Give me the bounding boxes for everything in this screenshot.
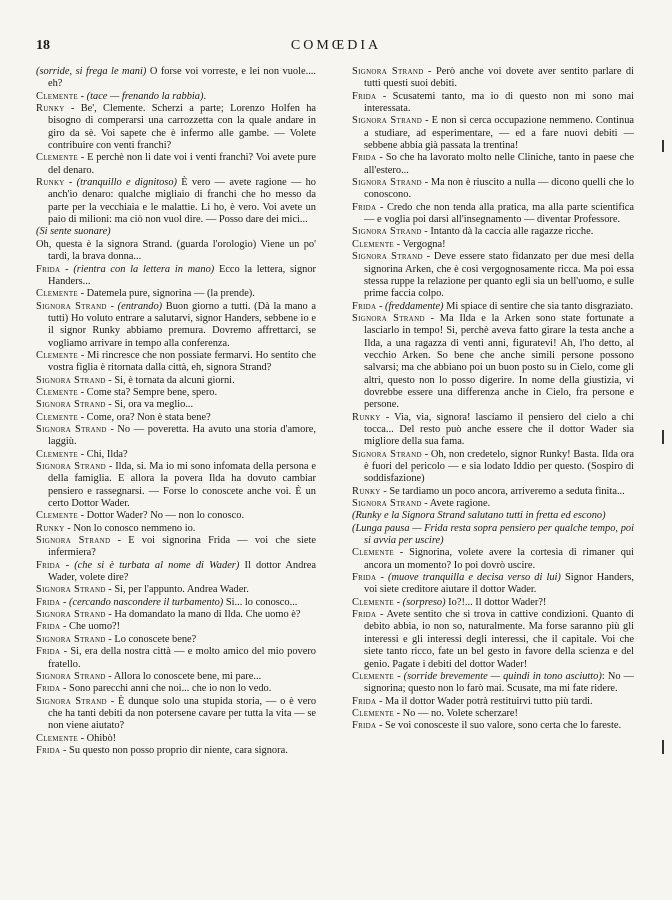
dialogue-line [36,91,316,103]
speaker-dash: - [380,411,395,423]
dialogue-text: Oh, non credetelo, signor Runky! Basta. Ilda ora è fuori del pericolo — e sia lodato Iddio per questo. (Sospiro di soddisfazione) [364,448,634,485]
dialogue-line [36,412,316,424]
speaker: Signora Strand [36,374,106,386]
dialogue-line [36,449,316,461]
speaker-dash: - [376,609,387,621]
speaker: Clemente [352,238,394,250]
speaker-dash: - [78,349,88,361]
speaker: Clemente [36,288,78,300]
dialogue-text: Be', Clemente. Scherzi a parte; Lorenzo Holfen ha bisogno di comperarsi una carrozzetta con la quale andare in giro da sè. Voi sapete che è infermo alle gambe. — Volete contribuire con venti franchi? [48,103,316,152]
stage-direction: (sorpreso) [402,596,446,608]
dialogue-line [36,634,316,646]
speaker-dash: - [376,720,386,732]
dialogue-text: Ecco la lettera, signor Handers... [48,263,316,287]
stage-direction: (tace — frenando la rabbia) [86,90,204,102]
dialogue-text: Avete ragione. [429,498,491,510]
speaker: Clemente [36,411,78,423]
speaker-dash: - [422,251,434,263]
page-title: COMŒDIA [290,38,382,53]
dialogue-line [36,733,316,745]
speaker-dash: - [60,744,70,756]
stage-direction: (Lunga pausa — Frida resta sopra pensiero per qualche tempo, poi si avvia per uscire) [352,522,634,547]
speaker: Signora Strand [352,498,422,510]
dialogue-line [352,449,634,486]
page-number: 18 [36,38,50,53]
speaker-dash: - [421,177,431,189]
dialogue-text: Se voi conosceste il suo valore, sono certa che lo fareste. [385,720,622,732]
dialogue-text: Credo che non tenda alla pratica, ma alla parte scientifica — e voglia poi darsi all'insegnamento — diventar Professore. [364,201,634,226]
dialogue-text: Si, ora va meglio... [114,399,194,411]
speaker: Signora Strand [36,584,106,596]
dialogue-line [352,313,634,412]
stage-direction: (cercando nascondere il turbamento) [69,596,224,608]
dialogue-text: Come, ora? Non è stata bene? [86,411,211,423]
dialogue-line [352,720,634,732]
stage-direction: (freddamente) [385,300,444,312]
dialogue-line [352,523,634,548]
speaker: Frida [36,596,61,608]
dialogue-text: Che uomo?! [69,621,121,633]
dialogue-line [36,696,316,733]
speaker-dash: - [423,66,436,77]
dialogue-text: Buon giorno a tutti. (Dà la mano a tutti) Ho voluto entrare a salutarvi, signor Handers, sebbene io e il signor Runky abbiamo premura. Dovremo affrettarci, se vogliamo arrivare in tempo alla conferenza. [48,300,316,349]
speaker-dash: - [380,485,390,497]
speaker: Clemente [36,90,78,102]
dialogue-text: Si, per l'appunto. Andrea Wader. [114,584,249,596]
speaker: Frida [36,744,61,756]
speaker-dash: - [60,646,71,658]
dialogue-line [36,597,316,609]
dialogue-text: Datemela pure, signorina — (la prende). [86,288,255,300]
page-header [36,38,636,58]
dialogue-text: Si, era della nostra città — e molto amico del mio povero fratello. [48,646,316,670]
speaker: Frida [352,609,377,621]
dialogue-line [36,510,316,522]
speaker-dash: - [78,288,87,300]
dialogue-text: Avete sentito che si trova in cattive condizioni. Quanto di debito abbia, io non so, naturalmente. Ma forse saranno più gli interessi e gli interessi degli interessi, che il capitale. Voi che siete tanto ricco, fate un bel gesto in favore della scienza e del genio. Pagate i debiti del dottor Wader! [364,609,634,670]
speaker-dash: - [394,547,410,559]
speaker-dash: - [60,621,70,633]
speaker-dash: - [105,609,115,621]
dialogue-line [352,486,634,498]
dialogue-text: Chi, Ilda? [86,448,128,460]
dialogue-line [36,535,316,560]
dialogue-line [352,152,634,177]
speaker: Frida [36,646,61,658]
dialogue-text: Scusatemi tanto, ma io di questo non mi sono mai interessata. [364,90,634,115]
dialogue-text: Mi spiace di sentire che sia tanto disgraziato. [443,300,634,312]
dialogue-line [36,103,316,152]
dialogue-line [36,152,316,177]
dialogue-line [36,226,316,238]
speaker: Signora Strand [36,423,107,435]
dialogue-line [36,584,316,596]
dialogue-line [36,264,316,289]
speaker: Frida [352,695,377,707]
speaker-dash: - [376,300,386,312]
dialogue-text: Però anche voi dovete aver sentito parlare di tutti questi suoi debiti. [364,66,634,90]
speaker-dash: - [60,596,70,608]
dialogue-text: . [203,90,207,102]
speaker-dash: - [421,498,430,510]
speaker: Clemente [352,707,394,719]
speaker-dash: - [105,374,115,386]
dialogue-line [352,66,634,91]
dialogue-text: Si, è tornata da alcuni giorni. [114,374,235,386]
dialogue-text: E non si cerca occupazione nemmeno. Continua a studiare, ad esperimentare, — ed a fare nuovi debiti — sebbene abbia già passata la trentina! [364,115,634,152]
speaker-dash: - [106,695,119,707]
dialogue-line [36,560,316,585]
speaker: Clemente [352,596,394,608]
dialogue-text: Deve essere stato fidanzato per due mesi della signorina Arken, che è così vergognosamente ricca. Ma poi essa stessa ruppe la relazione per quanto egli sia un bell'uomo, e sulle prime faccia colpo. [364,251,634,300]
dialogue-text: Lo conoscete bene? [114,633,197,645]
speaker-dash: - [394,707,403,719]
dialogue-text: Via, via, signora! lasciamo il pensiero del cielo a chi tocca... Del resto può anche essere che il dottor Wader sia migliore della sua fama. [364,411,634,448]
speaker-dash: - [105,670,114,682]
speaker-dash: - [110,535,129,547]
speaker: Runky [36,522,65,534]
dialogue-text: Si... lo conosco... [223,596,298,608]
speaker-dash: - [394,238,403,250]
speaker: Clemente [36,386,78,398]
speaker-dash: - [78,732,87,744]
dialogue-line [352,115,634,152]
dialogue-text: So che ha lavorato molto nelle Cliniche, tanto in paese che all'estero... [364,152,634,176]
dialogue-text: Mi rincresce che non possiate fermarvi. Ho sentito che vostra figlia è ritornata dalla città, eh, signora Strand? [48,349,316,374]
dialogue-line [36,683,316,695]
dialogue-text: Signor Handers, voi siete creditore aiutare il dottor Wader. [364,572,634,596]
speaker-dash: - [64,103,81,115]
speaker: Signora Strand [36,399,106,411]
speaker-dash: - [376,152,386,164]
dialogue-text: Ma non è riuscito a nulla — dicono quelli che lo conoscono. [364,177,634,201]
speaker: Signora Strand [352,448,422,460]
dialogue-line [352,547,634,572]
dialogue-line [36,239,316,264]
dialogue-line [352,91,634,116]
dialogue-text: Oh, questa è la signora Strand. (guarda l'orologio) Viene un po' tardi, la brava donna... [36,238,316,263]
speaker-dash: - [78,448,87,460]
dialogue-text: Dottor Wader? No — non lo conosco. [86,510,245,522]
speaker-dash: - [78,411,87,423]
speaker: Signora Strand [352,226,422,238]
speaker: Runky [352,411,381,423]
stage-direction: (sorride brevemente — quindi in tono asciutto) [403,670,602,682]
speaker: Signora Strand [36,609,106,621]
dialogue-line [352,708,634,720]
dialogue-line [352,239,634,251]
stage-direction: (Runky e la Signora Strand salutano tutti in fretta ed escono) [352,510,606,522]
speaker-dash: - [376,90,393,102]
dialogue-line [36,646,316,671]
speaker: Clemente [36,510,78,522]
speaker: Frida [352,300,377,312]
speaker: Signora Strand [36,695,107,707]
speaker-dash: - [376,572,389,584]
dialogue-text: Sono parecchi anni che noi... che io non lo vedo. [69,683,272,695]
speaker-dash: - [78,510,87,522]
speaker: Frida [352,90,377,102]
speaker-dash: - [421,226,431,238]
dialogue-text: Se tardiamo un poco ancora, arriveremo a seduta finita... [389,485,625,497]
dialogue-text: Signorina, volete avere la cortesia di rimaner qui ancora un momento? Io poi dovrò uscire. [364,547,634,571]
speaker: Signora Strand [352,66,424,77]
margin-mark [662,740,664,754]
stage-direction: (Si sente suonare) [36,226,111,238]
dialogue-line [352,696,634,708]
stage-direction: (che si è turbata al nome di Wader) [74,559,240,571]
speaker: Runky [36,103,65,115]
dialogue-line [36,387,316,399]
dialogue-line [36,375,316,387]
dialogue-text: No — poveretta. Ha avuto una storia d'amore, laggiù. [48,423,316,448]
dialogue-text: : No — signorina; questo non lo farò mai. Scusate, ma mi fate ridere. [364,670,634,695]
speaker-dash: - [106,300,118,312]
speaker: Signora Strand [36,300,107,312]
speaker-dash: - [424,312,440,324]
dialogue-text: E perchè non li date voi i venti franchi? Voi avete pure del denaro. [48,152,316,176]
speaker: Signora Strand [36,633,106,645]
dialogue-text: È vero — avete ragione — ho anch'io denaro: qualche migliaio di franchi che ho messo da parte per la vecchiaia e le malattie. Li ho, è vero. Voi avete un paio di milioni: ma ciò non vuol dire. — Posso dare dei mici... [48,177,316,226]
dialogue-text: O forse voi vorreste, e lei non vuole.... eh? [48,66,316,90]
speaker-dash: - [60,683,70,695]
speaker: Runky [36,177,65,189]
dialogue-line [36,523,316,535]
dialogue-text: Ma il dottor Wader potrà restituirvi tutto più tardi. [385,695,593,707]
speaker: Frida [36,559,61,571]
stage-direction: (rientra con la lettera in mano) [73,263,215,275]
dialogue-line [352,572,634,597]
dialogue-line [36,288,316,300]
stage-direction: (sorride, si frega le mani) [36,66,147,77]
speaker: Frida [352,201,377,213]
speaker: Frida [36,683,61,695]
dialogue-line [36,671,316,683]
dialogue-line [352,597,634,609]
dialogue-line [36,745,316,757]
speaker-dash: - [394,596,403,608]
speaker: Frida [352,572,377,584]
dialogue-text: Non lo conosco nemmeno io. [73,522,196,534]
dialogue-line [352,671,634,696]
speaker: Clemente [352,547,394,559]
dialogue-text: Ohibò! [86,732,117,744]
speaker: Signora Strand [36,535,111,547]
dialogue-text: Allora lo conoscete bene, mi pare... [113,670,262,682]
speaker: Clemente [352,670,394,682]
speaker: Signora Strand [352,312,425,324]
dialogue-text: Ilda, si. Ma io mi sono infomata della persona e della famiglia. E allora la povera Ilda ha dovuto cambiar pensiero e rassegnarsi. — Forse lo conoscete anche voi. È un certo Dottor Wader. [48,461,316,510]
speaker-dash: - [106,423,118,435]
dialogue-line [352,301,634,313]
dialogue-text: Io?!... Il dottor Wader?! [445,596,547,608]
stage-direction: (entrando) [117,300,163,312]
dialogue-line [352,177,634,202]
speaker-dash: - [422,115,432,127]
dialogue-text: No — no. Volete scherzare! [402,707,518,719]
speaker-dash: - [64,177,77,189]
speaker: Clemente [36,448,78,460]
margin-mark [662,140,664,152]
speaker: Frida [36,263,61,275]
speaker: Frida [36,621,61,633]
dialogue-line [352,498,634,510]
dialogue-line [352,202,634,227]
speaker: Clemente [36,152,78,164]
dialogue-line [352,251,634,300]
speaker-dash: - [394,670,404,682]
stage-direction: (muove tranquilla e decisa verso di lui) [388,572,561,584]
dialogue-line [36,66,316,91]
dialogue-line [36,399,316,411]
dialogue-text: È dunque solo una stupida storia, — o è vero che ha tanti debiti da non potersene cavare per tutta la vita — se non viene aiutato? [48,695,316,732]
speaker: Signora Strand [36,670,106,682]
speaker-dash: - [105,461,116,472]
dialogue-text: Su questo non posso proprio dir niente, cara signora. [69,744,288,756]
dialogue-line [352,226,634,238]
dialogue-line [352,609,634,671]
speaker-dash: - [78,90,87,102]
speaker: Frida [352,720,377,732]
dialogue-text: Come sta? Sempre bene, spero. [86,386,218,398]
dialogue-text: Ha domandato la mano di Ilda. Che uomo è? [114,609,301,621]
margin-mark [662,430,664,444]
dialogue-line [36,301,316,350]
dialogue-line [36,424,316,449]
dialogue-text: Il dottor Andrea Wader, volete dire? [48,559,316,584]
speaker-dash: - [376,201,387,213]
speaker-dash: - [60,263,74,275]
speaker-dash: - [105,399,115,411]
speaker-dash: - [78,152,88,164]
speaker-dash: - [64,522,74,534]
left-column [36,66,316,886]
dialogue-line [36,350,316,375]
dialogue-line [36,461,316,510]
speaker-dash: - [421,448,431,460]
speaker: Runky [352,485,381,497]
speaker: Clemente [36,732,78,744]
dialogue-line [352,412,634,449]
speaker: Signora Strand [352,115,423,127]
dialogue-line [36,177,316,226]
dialogue-text: Intanto dà la caccia alle ragazze ricche. [430,226,594,238]
speaker: Signora Strand [352,251,423,263]
dialogue-line [352,510,634,522]
speaker-dash: - [105,633,115,645]
dialogue-text: E voi signorina Frida — voi che siete infermiera? [48,535,316,559]
speaker-dash: - [105,584,115,596]
stage-direction: (tranquillo e dignitoso) [76,177,178,189]
dialogue-line [36,621,316,633]
right-column [352,66,634,886]
dialogue-text: Ma Ilda e la Arken sono state fortunate a lasciarlo in tempo! Si, perchè aveva fatto girare la testa anche a Ilda, a una ragazza di venti anni, figuratevi! Ah, l'ho detto, al vecchio Arken. So bene che anche simili persone possono salvarsi; ma che abbiano poi un buon posto su in Cielo, come gli altri, questo non lo posso digerire. In nome della giustizia, vi dovrebbe essere una differenza anche in Cielo, fra persone e persone. [364,312,634,411]
speaker-dash: - [60,559,75,571]
speaker: Frida [352,152,377,164]
dialogue-line [36,609,316,621]
speaker-dash: - [78,386,87,398]
dialogue-text: Vergogna! [402,238,446,250]
speaker: Signora Strand [352,177,422,189]
speaker: Clemente [36,349,78,361]
speaker: Signora Strand [36,461,106,472]
speaker-dash: - [376,695,386,707]
